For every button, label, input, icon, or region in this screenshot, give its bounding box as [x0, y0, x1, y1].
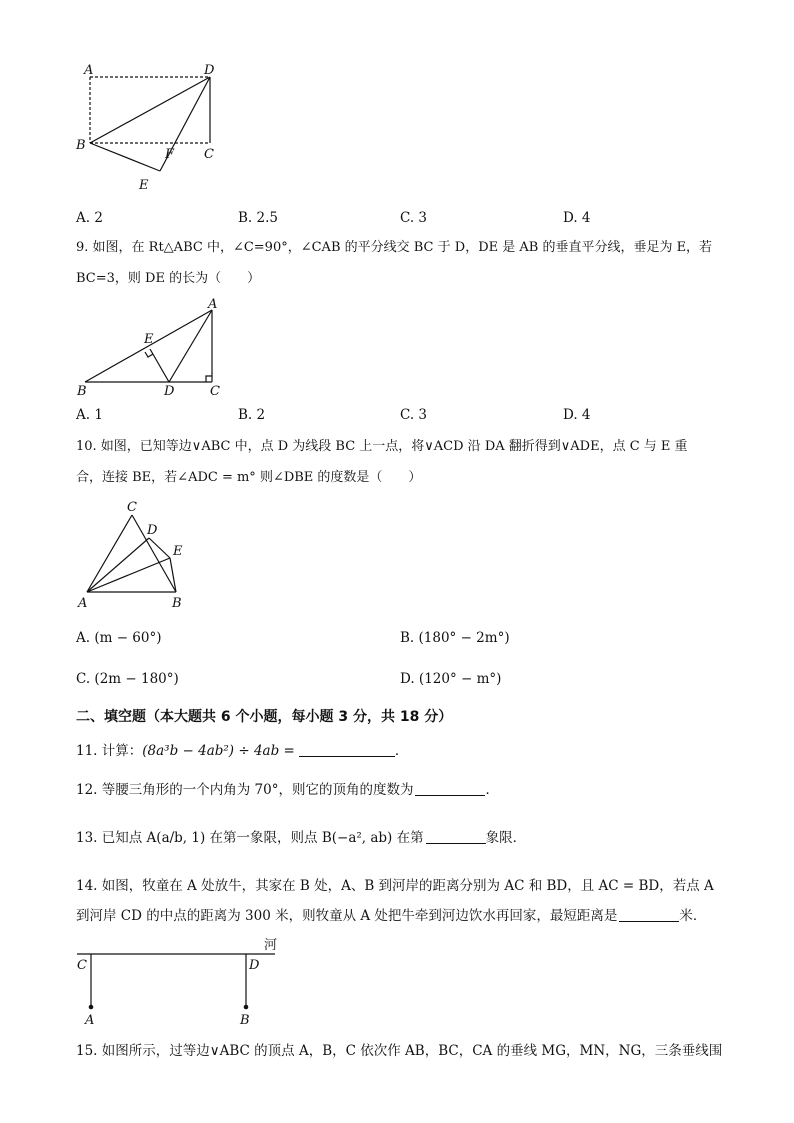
q8-option-b: B. 2.5: [238, 210, 278, 226]
section-heading-fill-in: 二、填空题（本大题共 6 个小题，每小题 3 分，共 18 分）: [76, 709, 453, 725]
q10-label-A: A: [78, 596, 88, 611]
q9-segment-AD: [169, 310, 212, 382]
q14-label-B: B: [240, 1013, 250, 1028]
q10-figure: [70, 496, 210, 614]
q8-label-A: A: [84, 63, 94, 78]
q9-label-D: D: [164, 384, 175, 399]
q9-option-a: A. 1: [76, 407, 103, 423]
q10-label-D: D: [147, 523, 158, 538]
q9-stem-line2: BC=3，则 DE 的长为（ ）: [76, 271, 261, 286]
q15-stem-line1: 15. 如图所示，过等边∨ABC 的顶点 A，B，C 依次作 AB，BC，CA 的垂线 MG，MN，NG，三条垂线围: [76, 1043, 723, 1059]
q9-right-angle-C: [206, 376, 212, 382]
q9-label-C: C: [210, 384, 220, 399]
q8-figure: [70, 58, 230, 198]
q8-label-F: F: [165, 147, 175, 162]
q14-label-river: 河: [264, 938, 278, 953]
q12-suffix: ．: [485, 782, 499, 798]
q11-suffix: ．: [394, 743, 409, 759]
q14-point-A: [89, 1005, 94, 1010]
q10-segment-AE: [87, 558, 170, 592]
q9-label-B: B: [77, 384, 87, 399]
q10-segment-AC: [87, 515, 132, 592]
q10-stem-line2: 合，连接 BE，若∠ADC = m° 则∠DBE 的度数是（ ）: [76, 470, 422, 485]
q13-prefix: 13. 已知点 A(a/b, 1) 在第一象限，则点 B(−a², ab) 在第: [76, 830, 424, 846]
q8-segment-BE: [90, 143, 160, 171]
q14-label-C: C: [77, 958, 87, 973]
q10-label-B: B: [172, 596, 182, 611]
q10-label-E: E: [173, 544, 183, 559]
q10-label-C: C: [127, 500, 137, 515]
q9-figure: [70, 296, 230, 401]
q14-stem-line1: 14. 如图，牧童在 A 处放牛，其家在 B 处，A、B 到河岸的距离分别为 AC 和 BD，且 AC = BD，若点 A: [76, 878, 714, 894]
q10-option-a: A. (m − 60°): [76, 630, 162, 646]
q8-option-d: D. 4: [563, 210, 591, 226]
q10-option-d: D. (120° − m°): [400, 671, 502, 687]
q14-point-B: [244, 1005, 249, 1010]
q10-stem-line1: 10. 如图，已知等边∨ABC 中，点 D 为线段 BC 上一点，将∨ACD 沿 DA 翻折得到∨ADE，点 C 与 E 重: [76, 439, 688, 454]
q9-option-b: B. 2: [238, 407, 266, 423]
q12-row: [76, 780, 499, 800]
q13-row: [76, 828, 526, 848]
q8-label-C: C: [204, 147, 214, 162]
q8-label-B: B: [76, 138, 86, 153]
q9-stem-line1: 9. 如图，在 Rt△ABC 中，∠C=90°，∠CAB 的平分线交 BC 于 D，DE 是 AB 的垂直平分线，垂足为 E，若: [76, 240, 713, 255]
q11-answer-blank[interactable]: [299, 742, 395, 757]
q12-answer-blank[interactable]: [415, 781, 485, 796]
q11-expression: (8a³b − 4ab²) ÷ 4ab =: [142, 743, 295, 759]
q10-segment-DE: [149, 538, 170, 558]
q14-label-A: A: [85, 1013, 95, 1028]
q14-answer-blank[interactable]: [619, 907, 679, 922]
q9-label-E: E: [144, 332, 154, 347]
q9-label-A: A: [208, 297, 218, 312]
q10-option-c: C. (2m − 180°): [76, 671, 179, 687]
q13-suffix: 象限．: [485, 830, 527, 846]
q8-label-E: E: [139, 178, 149, 193]
q14-row2: [76, 906, 706, 926]
q9-option-c: C. 3: [400, 407, 428, 423]
q14-stem-line2: 到河岸 CD 的中点的距离为 300 米，则牧童从 A 处把牛牵到河边饮水再回家，最短距离是: [76, 908, 618, 924]
q8-label-D: D: [204, 63, 215, 78]
q14-suffix: 米．: [679, 908, 707, 924]
q12-text: 12. 等腰三角形的一个内角为 70°，则它的顶角的度数为: [76, 782, 414, 798]
q9-option-d: D. 4: [563, 407, 591, 423]
q10-option-b: B. (180° − 2m°): [400, 630, 510, 646]
q8-option-a: A. 2: [76, 210, 103, 226]
q8-option-c: C. 3: [400, 210, 428, 226]
q13-answer-blank[interactable]: [426, 829, 486, 844]
q14-figure: [70, 934, 290, 1029]
q8-diagram: [90, 77, 210, 171]
q10-segment-AD: [87, 538, 149, 592]
q14-label-D: D: [249, 958, 260, 973]
q11-prefix: 11. 计算：: [76, 743, 143, 759]
q11-row: [76, 741, 408, 761]
